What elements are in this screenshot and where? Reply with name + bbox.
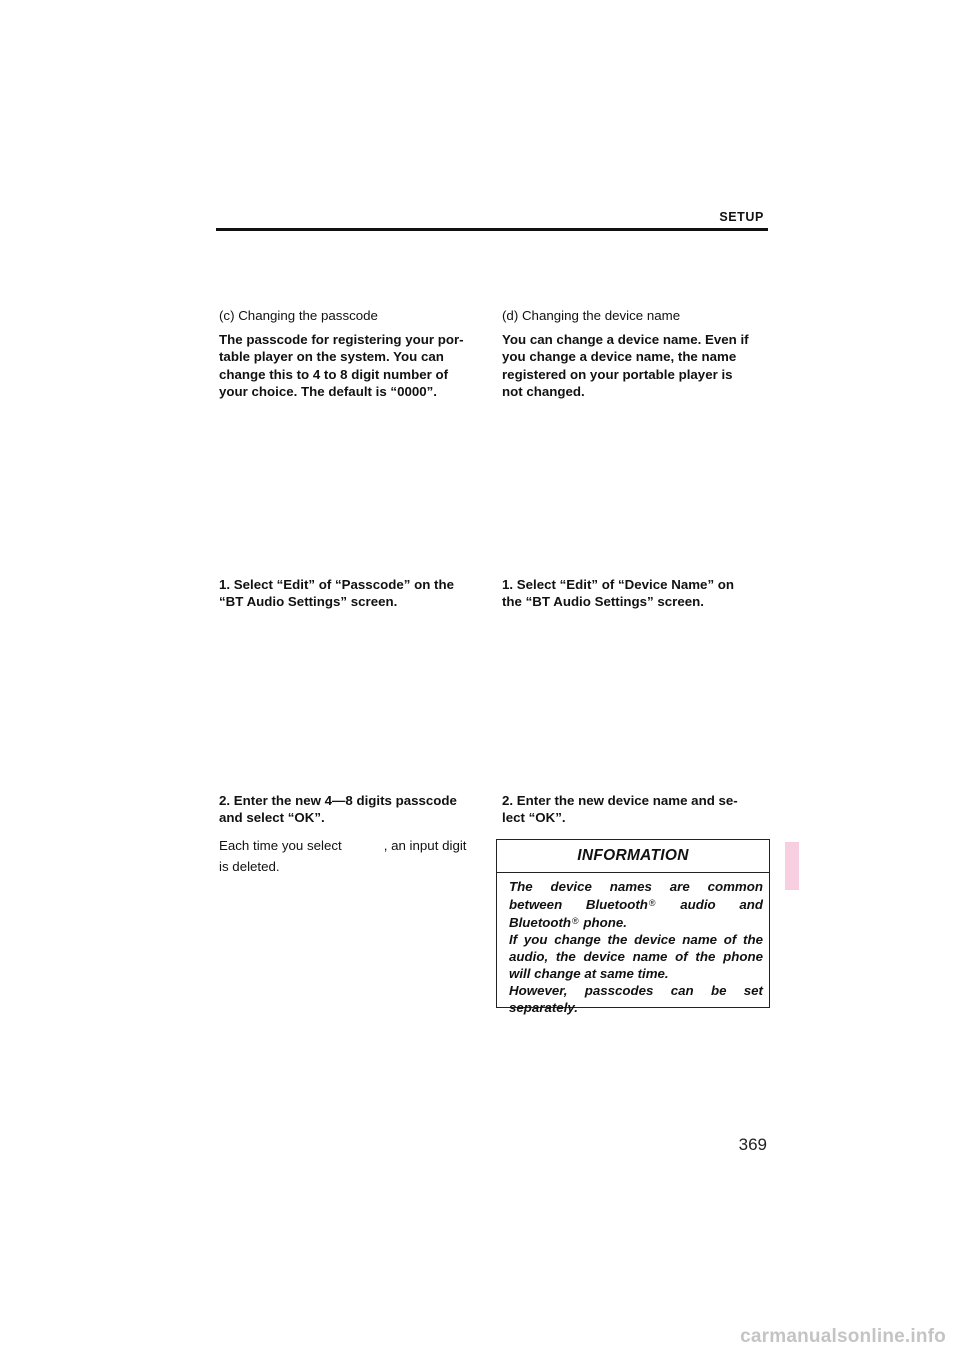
device-name-step-1 xyxy=(502,576,770,611)
device-name-heading xyxy=(502,307,770,324)
header-rule xyxy=(216,228,768,231)
watermark: carmanualsonline.info xyxy=(740,1326,946,1347)
section-title: SETUP xyxy=(719,210,764,224)
passcode-intro-line-1: The passcode for registering your por- xyxy=(219,332,464,347)
device-name-intro-line-4: not changed. xyxy=(502,383,585,399)
information-line-3a: Bluetooth xyxy=(509,915,572,930)
device-name-step-1-line-1: 1. Select “Edit” of “Device Name” on xyxy=(502,577,735,592)
passcode-step-2 xyxy=(219,792,487,827)
information-title: INFORMATION xyxy=(497,840,769,873)
information-line-3 xyxy=(509,913,763,931)
delete-digit-note xyxy=(219,835,487,877)
passcode-step-2-line-2: and select “OK”. xyxy=(219,810,325,826)
device-name-step-2-line-1: 2. Enter the new device name and se- xyxy=(502,793,738,808)
passcode-heading-text: (c) Changing the passcode xyxy=(219,308,378,323)
passcode-step-1-line-1: 1. Select “Edit” of “Passcode” on the xyxy=(219,577,454,592)
device-name-intro-line-1: You can change a device name. Even if xyxy=(502,332,749,347)
page-number: 369 xyxy=(738,1135,767,1154)
information-line-2 xyxy=(509,895,763,913)
information-line-4: If you change the device name of the xyxy=(509,932,763,947)
device-name-step-2-line-2: lect “OK”. xyxy=(502,810,566,826)
passcode-step-1-line-2: “BT Audio Settings” screen. xyxy=(219,594,398,610)
passcode-step-2-line-1: 2. Enter the new 4—8 digits passcode xyxy=(219,793,457,808)
information-line-8: separately. xyxy=(509,1000,578,1015)
passcode-intro-line-4: your choice. The default is “0000”. xyxy=(219,383,437,399)
device-name-step-1-line-2: the “BT Audio Settings” screen. xyxy=(502,594,704,610)
device-name-intro xyxy=(502,331,770,400)
passcode-heading xyxy=(219,307,487,324)
information-line-3b: phone. xyxy=(579,915,627,930)
information-line-2b: audio and xyxy=(656,897,763,912)
information-body xyxy=(497,873,769,1016)
delete-digit-note-part-2: , an input digit xyxy=(383,838,467,853)
passcode-intro-line-3: change this to 4 to 8 digit number of xyxy=(219,366,449,382)
information-box xyxy=(496,839,770,1015)
device-name-heading-text: (d) Changing the device name xyxy=(502,308,681,323)
delete-digit-note-line-2: is deleted. xyxy=(219,859,280,874)
registered-mark: ® xyxy=(572,916,579,926)
registered-mark: ® xyxy=(648,898,656,908)
information-line-6: will change at same time. xyxy=(509,966,669,981)
passcode-intro xyxy=(219,331,487,400)
information-line-1: The device names are common xyxy=(509,879,763,894)
device-name-step-2 xyxy=(502,792,770,827)
information-line-7: However, passcodes can be set xyxy=(509,983,763,998)
information-line-5: audio, the device name of the phone xyxy=(509,949,763,964)
passcode-step-1 xyxy=(219,576,487,611)
delete-digit-note-part-1: Each time you select xyxy=(219,838,342,853)
information-line-2a: between Bluetooth xyxy=(509,897,648,912)
device-name-intro-line-3: registered on your portable player is xyxy=(502,366,733,382)
passcode-intro-line-2: table player on the system. You can xyxy=(219,349,444,365)
device-name-intro-line-2: you change a device name, the name xyxy=(502,349,737,365)
section-side-tab xyxy=(785,842,799,890)
